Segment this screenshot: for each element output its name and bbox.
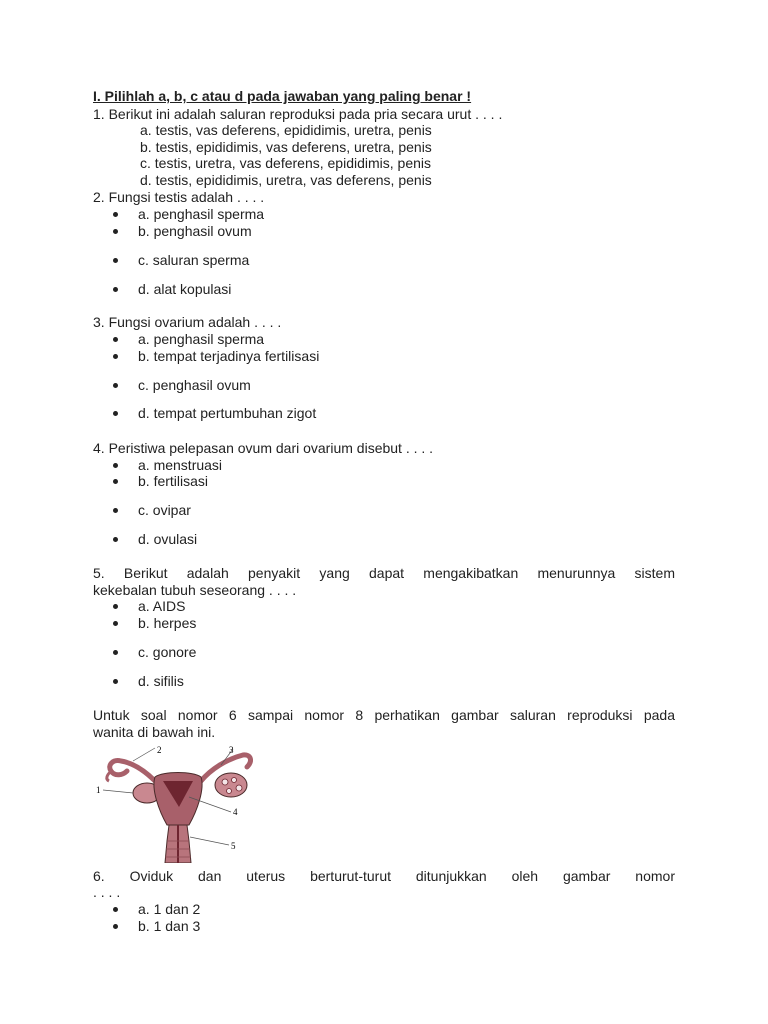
instruction-line-2: wanita di bawah ini. [93,724,216,740]
bullet-icon [113,411,118,416]
figure-label-4: 4 [233,807,238,817]
q2-option-c: c. saluran sperma [113,252,249,269]
bullet-icon [113,212,118,217]
q1-option-c: c. testis, uretra, vas deferens, epididimis, penis [140,155,432,171]
q5-option-b: b. herpes [113,615,196,632]
bullet-icon [113,479,118,484]
q1-option-a: a. testis, vas deferens, epididimis, uretra, penis [140,122,432,138]
section-heading: I. Pilihlah a, b, c atau d pada jawaban yang paling benar ! [93,88,472,104]
bullet-icon [113,621,118,626]
question-6-line-1: 6. Oviduk dan uterus berturut-turut ditunjukkan oleh gambar nomor [93,868,675,884]
q3-option-b: b. tempat terjadinya fertilisasi [113,348,319,365]
bullet-icon [113,650,118,655]
question-2: 2. Fungsi testis adalah . . . . [93,189,265,205]
q4-option-d: d. ovulasi [113,531,197,548]
q4-option-c: c. ovipar [113,502,191,519]
question-1: 1. Berikut ini adalah saluran reproduksi pada pria secara urut . . . . [93,106,503,122]
bullet-icon [113,537,118,542]
q5-option-d: d. sifilis [113,673,184,690]
bullet-icon [113,463,118,468]
bullet-icon [113,508,118,513]
q2-option-d: d. alat kopulasi [113,281,231,298]
bullet-icon [113,383,118,388]
bullet-icon [113,337,118,342]
bullet-icon [113,604,118,609]
bullet-icon [113,287,118,292]
figure-label-3: 3 [229,745,234,755]
instruction-line-1: Untuk soal nomor 6 sampai nomor 8 perhatikan gambar saluran reproduksi pada [93,707,675,723]
bullet-icon [113,907,118,912]
question-3: 3. Fungsi ovarium adalah . . . . [93,314,282,330]
bullet-icon [113,354,118,359]
bullet-icon [113,924,118,929]
q4-option-b: b. fertilisasi [113,473,208,490]
question-5-line-1: 5. Berikut adalah penyakit yang dapat mengakibatkan menurunnya sistem [93,565,675,581]
question-5-line-2: kekebalan tubuh seseorang . . . . [93,582,297,598]
female-reproductive-diagram [93,745,253,863]
figure-label-2: 2 [157,745,162,755]
q2-option-a: a. penghasil sperma [113,206,264,223]
q3-option-a: a. penghasil sperma [113,331,264,348]
figure-label-5: 5 [231,841,236,851]
q5-option-c: c. gonore [113,644,196,661]
bullet-icon [113,229,118,234]
q2-option-b: b. penghasil ovum [113,223,252,240]
question-6-line-2: . . . . [93,884,121,900]
q3-option-d: d. tempat pertumbuhan zigot [113,405,316,422]
q1-option-d: d. testis, epididimis, uretra, vas deferens, penis [140,172,432,188]
question-4: 4. Peristiwa pelepasan ovum dari ovarium disebut . . . . [93,440,434,456]
bullet-icon [113,258,118,263]
q3-option-c: c. penghasil ovum [113,377,251,394]
q4-option-a: a. menstruasi [113,457,222,474]
q5-option-a: a. AIDS [113,598,185,615]
figure-label-1: 1 [96,785,101,795]
q1-option-b: b. testis, epididimis, vas deferens, uretra, penis [140,139,432,155]
bullet-icon [113,679,118,684]
q6-option-a: a. 1 dan 2 [113,901,200,918]
q6-option-b: b. 1 dan 3 [113,918,200,935]
